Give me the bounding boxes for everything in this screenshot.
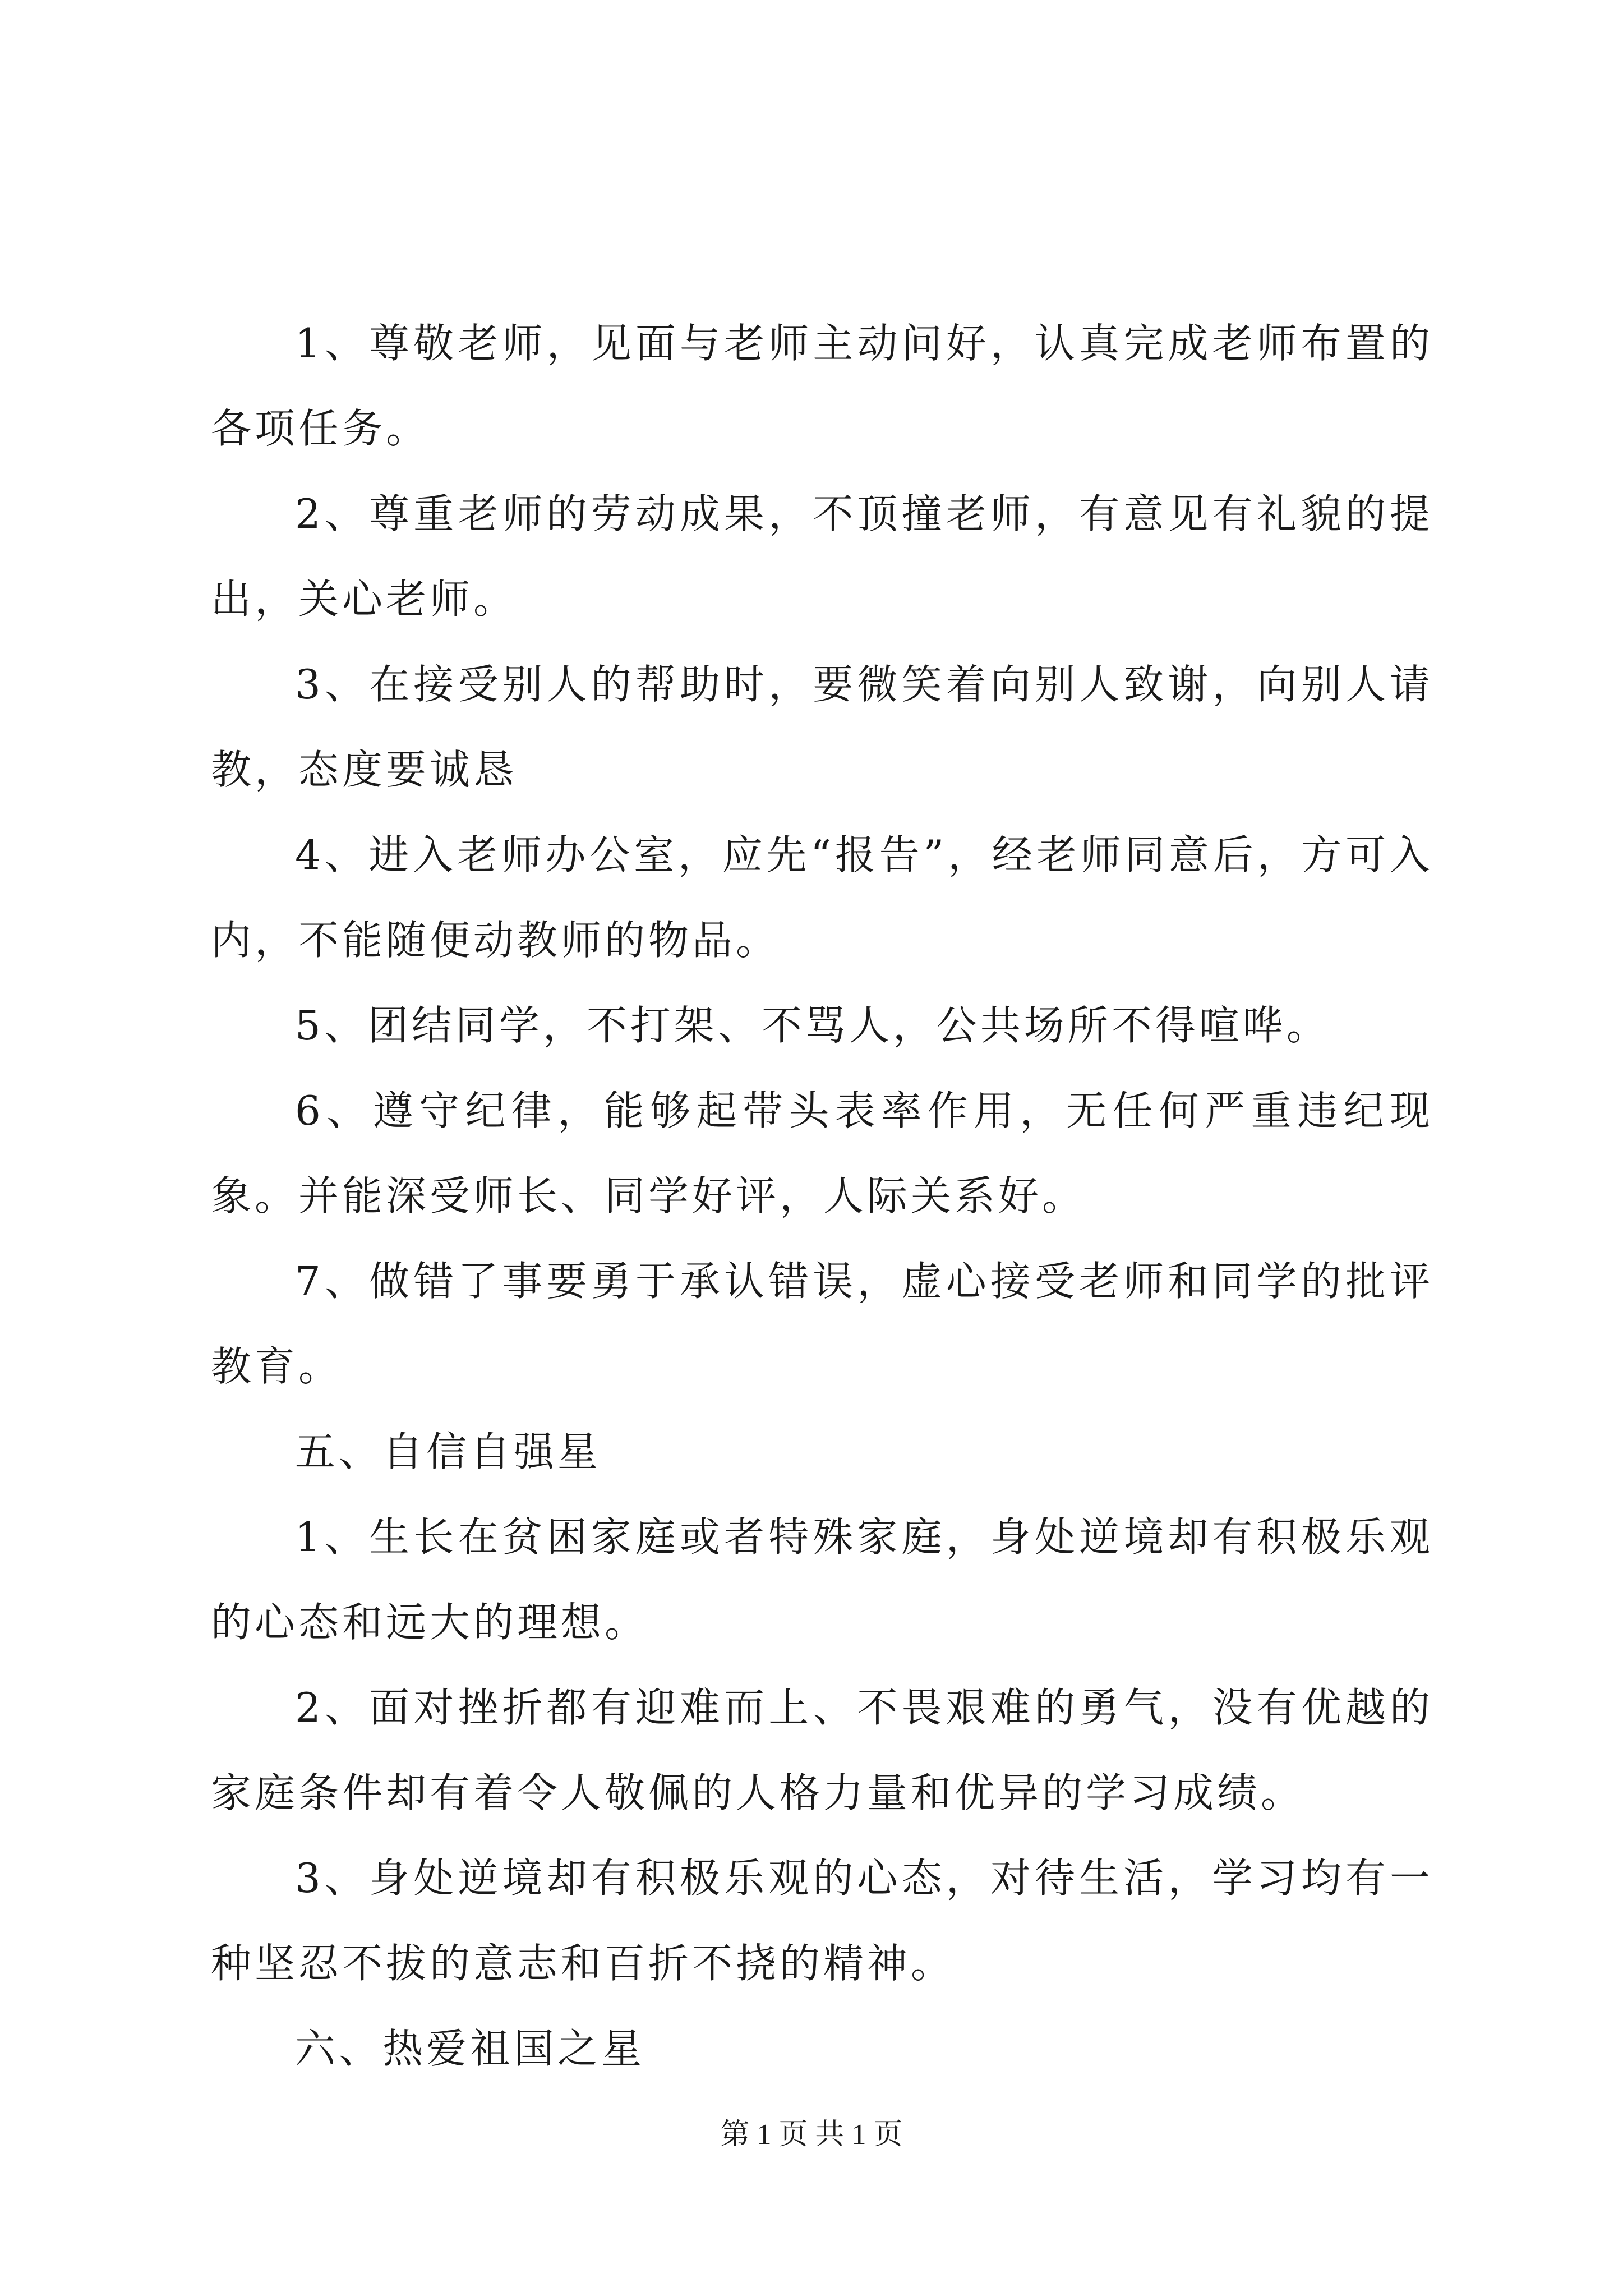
paragraph-admit-mistakes: 7、做错了事要勇于承认错误，虚心接受老师和同学的批评教育。	[211, 1258, 1433, 1390]
paragraph-perseverance: 3、身处逆境却有积极乐观的心态，对待生活，学习均有一种坚忍不拔的意志和百折不挠的精神。	[211, 1855, 1433, 1987]
paragraph-office-report: 4、进入老师办公室，应先“报告”，经老师同意后，方可入内，不能随便动教师的物品。	[211, 831, 1433, 964]
section-heading-self-confidence: 五、自信自强星	[295, 1428, 602, 1475]
paragraph-respect-labor: 2、尊重老师的劳动成果，不顶撞老师，有意见有礼貌的提出，关心老师。	[211, 490, 1433, 623]
paragraph-face-setbacks: 2、面对挫折都有迎难而上、不畏艰难的勇气，没有优越的家庭条件却有着令人敬佩的人格力量和优异的学习成绩。	[211, 1684, 1433, 1816]
document-body	[211, 301, 1433, 2091]
page-footer: 第 1 页 共 1 页	[720, 2119, 903, 2151]
section-heading-patriotism: 六、热爱祖国之星	[295, 2025, 645, 2072]
paragraph-difficult-family: 1、生长在贫困家庭或者特殊家庭，身处逆境却有积极乐观的心态和远大的理想。	[211, 1513, 1433, 1646]
paragraph-thank-others: 3、在接受别人的帮助时，要微笑着向别人致谢，向别人请教，态度要诚恳	[211, 661, 1433, 793]
paragraph-unite-classmates: 5、团结同学，不打架、不骂人，公共场所不得喧哗。	[295, 1002, 1330, 1049]
paragraph-discipline: 6、遵守纪律，能够起带头表率作用，无任何严重违纪现象。并能深受师长、同学好评，人际关系好。	[211, 1087, 1433, 1220]
paragraph-respect-teachers: 1、尊敬老师，见面与老师主动问好，认真完成老师布置的各项任务。	[211, 320, 1433, 452]
